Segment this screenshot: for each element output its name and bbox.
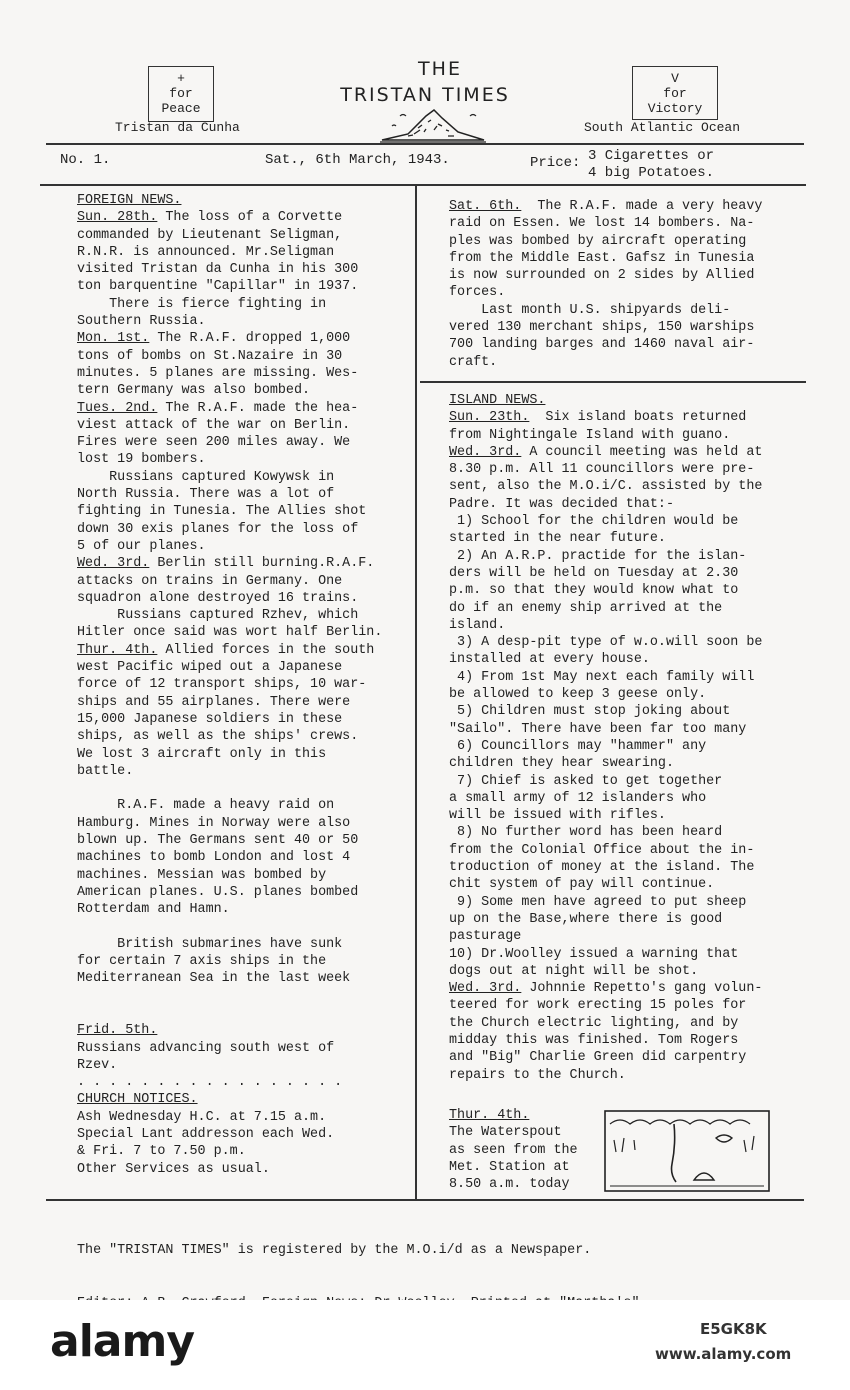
text-line: 7) Chief is asked to get together xyxy=(449,773,723,789)
text-line: up on the Base,where there is good xyxy=(449,911,723,927)
text-line: 5 of our planes. xyxy=(77,538,206,554)
text-line: Frid. 5th. xyxy=(77,1023,158,1039)
text-line: force of 12 transport ships, 10 war- xyxy=(77,677,367,693)
text-line: for certain 7 axis ships in the xyxy=(77,954,327,970)
text-line: . . . . . . . . . . . . . . . . . xyxy=(77,1075,343,1091)
text-line: be allowed to keep 3 geese only. xyxy=(449,687,707,703)
text-line: Met. Station at xyxy=(449,1159,570,1175)
header-rule-top xyxy=(46,143,804,145)
text-line: We lost 3 aircraft only in this xyxy=(77,746,327,762)
text-line: Rzev. xyxy=(77,1057,118,1073)
text-line: down 30 exis planes for the loss of xyxy=(77,521,359,537)
text-line: blown up. The Germans sent 40 or 50 xyxy=(77,832,359,848)
text-line: sent, also the M.O.i/C. assisted by the xyxy=(449,479,763,495)
text-line: ships, as well as the ships' crews. xyxy=(77,729,359,745)
text-line: Russians advancing south west of xyxy=(77,1040,335,1056)
text-line: Sat. 6th. The R.A.F. made a very heavy xyxy=(449,199,763,214)
text-line: children they hear swearing. xyxy=(449,756,674,772)
text-line: CHURCH NOTICES. xyxy=(77,1092,198,1108)
text-line: island. xyxy=(449,617,506,633)
peace-box xyxy=(148,66,214,122)
waterspout-caption xyxy=(449,1107,599,1193)
text-line: vered 130 merchant ships, 150 warships xyxy=(449,320,755,336)
text-line: Special Lant addresson each Wed. xyxy=(77,1127,335,1143)
text-line: will be issued with rifles. xyxy=(449,808,666,824)
text-line: Thur. 4th. xyxy=(449,1108,530,1123)
text-line: Other Services as usual. xyxy=(77,1161,270,1177)
text-line: Russians captured Rzhev, which xyxy=(77,608,359,624)
peace-box-line: + xyxy=(177,71,185,86)
text-line: forces. xyxy=(449,285,506,301)
text-line: lost 19 bombers. xyxy=(77,452,206,468)
text-line: ders will be held on Tuesday at 2.30 xyxy=(449,565,739,581)
right-column-bottom xyxy=(449,392,804,1084)
text-line: ships and 55 airplanes. There were xyxy=(77,694,351,710)
text-line: as seen from the xyxy=(449,1142,578,1158)
text-line: tern Germany was also bombed. xyxy=(77,383,311,399)
text-line xyxy=(77,988,413,1005)
text-line: pasturage xyxy=(449,929,522,945)
text-line: commanded by Lieutenant Seligman, xyxy=(77,227,343,243)
text-line: The Waterspout xyxy=(449,1125,562,1141)
text-line: Sun. 23th. Six island boats returned xyxy=(449,410,747,426)
text-line: Southern Russia. xyxy=(77,314,206,330)
price-label: Price: xyxy=(530,155,581,171)
text-line: American planes. U.S. planes bombed xyxy=(77,884,359,900)
text-line: squadron alone destroyed 16 trains. xyxy=(77,590,359,606)
text-line: Hitler once said was wort half Berlin. xyxy=(77,625,383,641)
text-line: ples was bombed by aircraft operating xyxy=(449,233,747,249)
text-line: tons of bombs on St.Nazaire in 30 xyxy=(77,348,343,364)
text-line: Ash Wednesday H.C. at 7.15 a.m. xyxy=(77,1109,327,1125)
text-line: started in the near future. xyxy=(449,531,666,547)
victory-box-line: Victory xyxy=(647,101,703,116)
text-line: troduction of money at the island. The xyxy=(449,860,755,876)
text-line: Last month U.S. shipyards deli- xyxy=(449,302,731,318)
text-line: fighting in Tunesia. The Allies shot xyxy=(77,504,367,520)
text-line: dogs out at night will be shot. xyxy=(449,963,699,979)
text-line: Rotterdam and Hamn. xyxy=(77,902,230,918)
text-line: 2) An A.R.P. practide for the islan- xyxy=(449,548,747,564)
price-line-2: 4 big Potatoes. xyxy=(588,165,715,181)
peace-box-line: Peace xyxy=(161,101,201,116)
text-line: installed at every house. xyxy=(449,652,650,668)
text-line: 3) A desp-pit type of w.o.will soon be xyxy=(449,635,763,651)
watermark-url: www.alamy.com xyxy=(655,1345,792,1363)
text-line: Sun. 28th. The loss of a Corvette xyxy=(77,210,343,226)
footer-rule xyxy=(46,1199,804,1201)
text-line: Hamburg. Mines in Norway were also xyxy=(77,815,351,831)
text-line: Thur. 4th. Allied forces in the south xyxy=(77,642,375,658)
text-line: Wed. 3rd. A council meeting was held at xyxy=(449,444,763,460)
text-line: British submarines have sunk xyxy=(77,936,343,952)
peace-box-line: for xyxy=(169,86,193,101)
text-line: Mon. 1st. The R.A.F. dropped 1,000 xyxy=(77,331,351,347)
text-line: attacks on trains in Germany. One xyxy=(77,573,343,589)
text-line xyxy=(77,780,413,797)
text-line: viest attack of the war on Berlin. xyxy=(77,417,351,433)
text-line: Mediterranean Sea in the last week xyxy=(77,971,351,987)
text-line: from the Colonial Office about the in- xyxy=(449,842,755,858)
text-line: from the Middle East. Gafsz in Tunesia xyxy=(449,250,755,266)
text-line: 700 landing barges and 1460 naval air- xyxy=(449,337,755,353)
text-line: FOREIGN NEWS. xyxy=(77,193,182,208)
price-line-1: 3 Cigarettes or xyxy=(588,148,715,164)
text-line: 6) Councillors may "hammer" any xyxy=(449,738,707,754)
waterspout-drawing xyxy=(604,1110,770,1192)
text-line: craft. xyxy=(449,354,498,370)
text-line: & Fri. 7 to 7.50 p.m. xyxy=(77,1144,246,1160)
column-divider xyxy=(415,186,417,1200)
right-column-top xyxy=(449,198,804,371)
text-line: Wed. 3rd. Berlin still burning.R.A.F. xyxy=(77,556,375,572)
text-line: west Pacific wiped out a Japanese xyxy=(77,660,343,676)
text-line: Russians captured Kowywsk in xyxy=(77,469,335,485)
text-line: 15,000 Japanese soldiers in these xyxy=(77,711,343,727)
left-column xyxy=(77,192,413,1178)
title-tristan-times: TRISTAN TIMES xyxy=(340,84,510,106)
issue-number: No. 1. xyxy=(60,152,111,168)
victory-box-line: V xyxy=(671,71,679,86)
text-line: R.N.R. is announced. Mr.Seligman xyxy=(77,244,335,260)
text-line: visited Tristan da Cunha in his 300 xyxy=(77,262,359,278)
text-line: Wed. 3rd. Johnnie Repetto's gang volun- xyxy=(449,981,763,997)
victory-box-line: for xyxy=(663,86,687,101)
text-line: battle. xyxy=(77,763,134,779)
text-line: p.m. so that they would know what to xyxy=(449,583,739,599)
text-line: 8.30 p.m. All 11 councillors were pre- xyxy=(449,462,755,478)
text-line: midday this was finished. Tom Rogers xyxy=(449,1032,739,1048)
text-line: raid on Essen. We lost 14 bombers. Na- xyxy=(449,216,755,232)
title-the: THE xyxy=(418,58,462,80)
text-line: Fires were seen 200 miles away. We xyxy=(77,435,351,451)
text-line: 8.50 a.m. today xyxy=(449,1177,570,1193)
text-line: the Church electric lighting, and by xyxy=(449,1015,739,1031)
text-line: and "Big" Charlie Green did carpentry xyxy=(449,1050,747,1066)
text-line: 4) From 1st May next each family will xyxy=(449,669,755,685)
right-place: South Atlantic Ocean xyxy=(584,120,741,135)
image-id: E5GK8K xyxy=(700,1320,767,1338)
victory-box xyxy=(632,66,718,120)
text-line: minutes. 5 planes are missing. Wes- xyxy=(77,365,359,381)
text-line: a small army of 12 islanders who xyxy=(449,790,707,806)
text-line: is now surrounded on 2 sides by Allied xyxy=(449,268,755,284)
alamy-logo: alamy xyxy=(50,1316,194,1367)
footer-line: The "TRISTAN TIMES" is registered by the M.O.i/d as a Newspaper. xyxy=(77,1243,592,1258)
text-line: "Sailo". There have been far too many xyxy=(449,721,747,737)
text-line: R.A.F. made a heavy raid on xyxy=(77,798,335,814)
header-rule-bottom xyxy=(40,184,806,186)
island-icon xyxy=(378,104,488,144)
text-line: 10) Dr.Woolley issued a warning that xyxy=(449,946,739,962)
text-line: 8) No further word has been heard xyxy=(449,825,723,841)
text-line: 9) Some men have agreed to put sheep xyxy=(449,894,747,910)
text-line xyxy=(77,1005,413,1022)
text-line: chit system of pay will continue. xyxy=(449,877,715,893)
text-line: 5) Children must stop joking about xyxy=(449,704,731,720)
text-line: do if an enemy ship arrived at the xyxy=(449,600,723,616)
text-line: Padre. It was decided that:- xyxy=(449,496,674,512)
text-line: ton barquentine "Capillar" in 1937. xyxy=(77,279,359,295)
issue-date: Sat., 6th March, 1943. xyxy=(265,152,450,168)
text-line: from Nightingale Island with guano. xyxy=(449,427,731,443)
text-line: Tues. 2nd. The R.A.F. made the hea- xyxy=(77,400,359,416)
text-line xyxy=(77,918,413,935)
left-place: Tristan da Cunha xyxy=(115,120,240,135)
text-line: repairs to the Church. xyxy=(449,1067,626,1083)
text-line: North Russia. There was a lot of xyxy=(77,487,335,503)
right-column-rule xyxy=(420,381,806,383)
text-line: teered for work erecting 15 poles for xyxy=(449,998,747,1014)
text-line: 1) School for the children would be xyxy=(449,514,739,530)
text-line: machines to bomb London and lost 4 xyxy=(77,850,351,866)
text-line: ISLAND NEWS. xyxy=(449,393,546,408)
text-line: machines. Messian was bombed by xyxy=(77,867,327,883)
text-line: There is fierce fighting in xyxy=(77,296,327,312)
